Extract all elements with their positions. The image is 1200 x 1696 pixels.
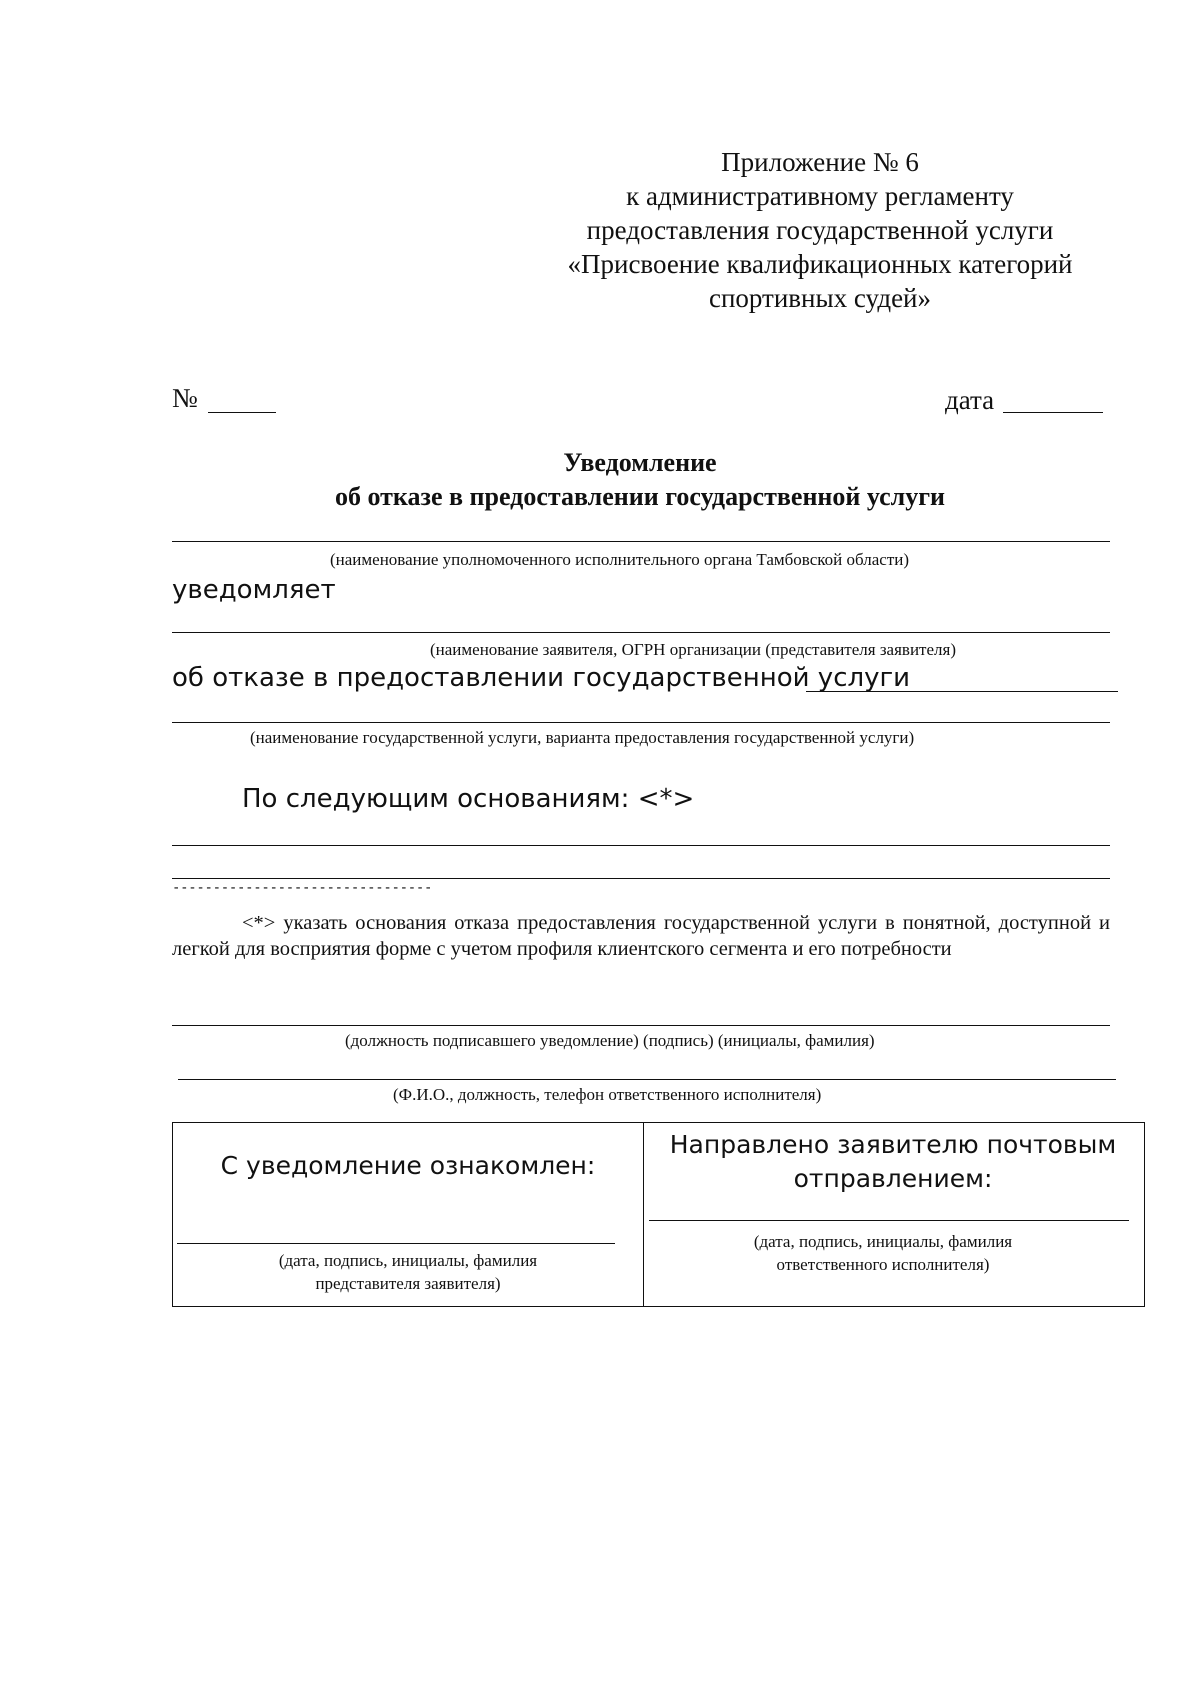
- document-subtitle: об отказе в предоставлении государственной услуги: [334, 482, 945, 511]
- executor-field-line: [178, 1079, 1116, 1080]
- number-field-line: [208, 412, 276, 413]
- grounds-line-2: [172, 878, 1110, 879]
- acknowledged-caption-line-2: представителя заявителя): [315, 1274, 501, 1293]
- refusal-inline-line: [806, 691, 1118, 692]
- signer-caption: (должность подписавшего уведомление) (подпись) (инициалы, фамилия): [345, 1031, 875, 1050]
- appendix-heading: [520, 145, 1120, 315]
- executor-caption: (Ф.И.О., должность, телефон ответственного исполнителя): [393, 1085, 822, 1104]
- applicant-field-line: [172, 632, 1110, 633]
- appendix-line-3: предоставления государственной услуги: [586, 215, 1054, 245]
- acknowledged-caption: [173, 1249, 643, 1295]
- document-title: Уведомление: [563, 448, 717, 477]
- appendix-line-4: «Присвоение квалификационных категорий: [567, 249, 1073, 279]
- mailed-signature-line: [649, 1220, 1129, 1221]
- acknowledged-title: С уведомление ознакомлен:: [220, 1151, 596, 1180]
- date-label: дата: [945, 385, 995, 415]
- grounds-label: По следующим основаниям: <*>: [242, 784, 695, 814]
- number-label: №: [172, 383, 198, 413]
- acknowledged-caption-line-1: (дата, подпись, инициалы, фамилия: [278, 1251, 538, 1270]
- mailed-caption-line-1: (дата, подпись, инициалы, фамилия: [753, 1232, 1013, 1251]
- appendix-line-5: спортивных судей»: [708, 283, 931, 313]
- mailed-caption: [643, 1230, 1123, 1276]
- footnote-text: <*> указать основания отказа предоставления государственной услуги в понятной, доступной и легкой для восприятия форме с учетом профиля клиентского сегмента и его потребности: [172, 912, 1110, 960]
- mailed-title-line-1: Направлено заявителю почтовым: [669, 1130, 1117, 1159]
- grounds-line-1: [172, 845, 1110, 846]
- appendix-line-2: к административному регламенту: [626, 181, 1014, 211]
- date-field-line: [1003, 412, 1103, 413]
- service-caption: (наименование государственной услуги, варианта предоставления государственной услуги): [250, 728, 915, 747]
- acknowledgement-table: [172, 1122, 1145, 1307]
- footnote-separator: --------------------------------: [172, 880, 433, 896]
- appendix-line-1: Приложение № 6: [721, 147, 919, 177]
- service-field-line: [172, 722, 1110, 723]
- notifies-label: уведомляет: [172, 575, 336, 605]
- authority-field-line: [172, 541, 1110, 542]
- mailed-title-line-2: отправлением:: [793, 1164, 993, 1193]
- applicant-caption: (наименование заявителя, ОГРН организации (представителя заявителя): [430, 640, 956, 659]
- mailed-title: [643, 1128, 1143, 1196]
- acknowledged-signature-line: [177, 1243, 615, 1244]
- authority-caption: (наименование уполномоченного исполнительного органа Тамбовской области): [330, 550, 910, 569]
- mailed-caption-line-2: ответственного исполнителя): [776, 1255, 990, 1274]
- signer-field-line: [172, 1025, 1110, 1026]
- refusal-text: об отказе в предоставлении государственной услуги: [172, 663, 911, 693]
